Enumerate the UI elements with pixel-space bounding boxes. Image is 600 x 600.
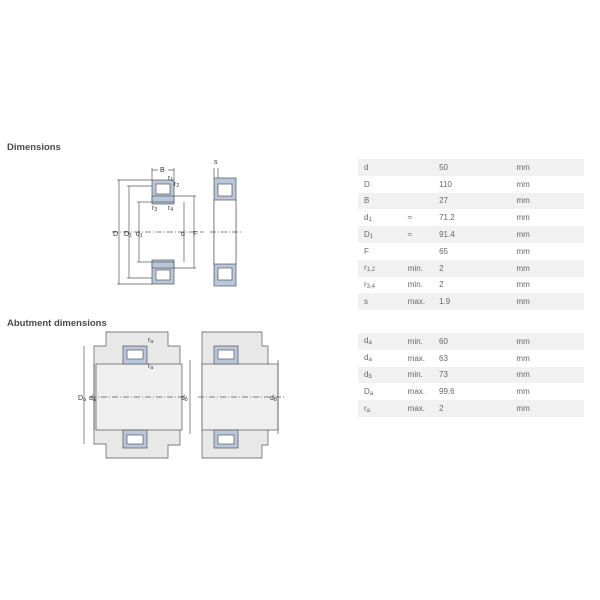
unit-cell: mm bbox=[516, 370, 530, 380]
qualifier-cell: min. bbox=[407, 370, 423, 380]
qualifier-cell: max. bbox=[407, 297, 426, 307]
label-db: db bbox=[181, 395, 188, 403]
dimensions-heading: Dimensions bbox=[7, 142, 61, 153]
value-cell: 1.9 bbox=[439, 297, 451, 307]
symbol-cell: $d_a$ bbox=[364, 353, 372, 364]
value-cell: 99.6 bbox=[439, 387, 455, 397]
qualifier-cell: max. bbox=[407, 387, 425, 397]
symbol-cell: D bbox=[364, 179, 370, 189]
unit-cell: mm bbox=[516, 336, 530, 346]
abutment-heading: Abutment dimensions bbox=[7, 318, 107, 329]
unit-cell: mm bbox=[516, 404, 530, 414]
unit-cell: mm bbox=[516, 162, 530, 172]
value-cell: 91.4 bbox=[439, 230, 455, 240]
label-da: da bbox=[89, 395, 96, 403]
symbol-cell: $d_b$ bbox=[364, 369, 372, 380]
qualifier-cell: min. bbox=[407, 336, 423, 346]
qualifier-cell: max. bbox=[407, 353, 425, 363]
qualifier-cell: ≈ bbox=[407, 213, 413, 223]
value-cell: 27 bbox=[439, 196, 448, 206]
value-cell: 60 bbox=[439, 336, 448, 346]
unit-cell: mm bbox=[516, 213, 530, 223]
symbol-cell: $r_{1,2}$ bbox=[364, 263, 376, 274]
symbol-cell: $D_a$ bbox=[364, 386, 374, 397]
unit-cell: mm bbox=[516, 297, 530, 307]
symbol-cell: d bbox=[364, 162, 369, 172]
qualifier-cell: min. bbox=[407, 280, 423, 290]
label-d1: d1 bbox=[136, 231, 143, 239]
value-cell: 2 bbox=[439, 263, 444, 273]
label-Da: Da bbox=[78, 395, 86, 403]
symbol-cell: B bbox=[364, 196, 370, 206]
unit-cell: mm bbox=[516, 196, 530, 206]
unit-cell: mm bbox=[516, 280, 530, 290]
symbol-cell: $D_1$ bbox=[364, 229, 374, 240]
label-r1: r1 bbox=[168, 175, 174, 183]
value-cell: 73 bbox=[439, 370, 448, 380]
label-s: s bbox=[214, 159, 218, 166]
label-r4: r4 bbox=[168, 205, 174, 213]
qualifier-cell: min. bbox=[407, 263, 423, 273]
label-D: D bbox=[113, 231, 119, 238]
symbol-cell: $r_{3,4}$ bbox=[364, 279, 376, 290]
label-ra-mid: ra bbox=[148, 363, 154, 371]
symbol-cell: $d_a$ bbox=[364, 336, 372, 347]
label-db-right: db bbox=[270, 395, 277, 403]
value-cell: 110 bbox=[439, 179, 452, 189]
unit-cell: mm bbox=[516, 246, 530, 256]
label-r3: r3 bbox=[152, 205, 158, 213]
qualifier-cell: max. bbox=[407, 404, 425, 414]
unit-cell: mm bbox=[516, 179, 530, 189]
symbol-cell: F bbox=[364, 246, 369, 256]
value-cell: 71.2 bbox=[439, 213, 455, 223]
label-r2: r2 bbox=[174, 181, 180, 189]
label-D1: D1 bbox=[124, 231, 132, 239]
label-B: B bbox=[160, 167, 165, 174]
label-ra-top: ra bbox=[148, 337, 154, 345]
value-cell: 63 bbox=[439, 353, 448, 363]
value-cell: 2 bbox=[439, 404, 444, 414]
symbol-cell: s bbox=[364, 297, 368, 307]
value-cell: 50 bbox=[439, 162, 448, 172]
qualifier-cell: ≈ bbox=[407, 230, 413, 240]
unit-cell: mm bbox=[516, 263, 530, 273]
symbol-cell: $d_1$ bbox=[364, 212, 372, 223]
value-cell: 2 bbox=[439, 280, 444, 290]
unit-cell: mm bbox=[516, 230, 530, 240]
label-F: F bbox=[193, 231, 198, 238]
label-d: d bbox=[181, 231, 185, 238]
unit-cell: mm bbox=[516, 387, 530, 397]
unit-cell: mm bbox=[516, 353, 530, 363]
value-cell: 65 bbox=[439, 246, 448, 256]
symbol-cell: $r_a$ bbox=[364, 403, 371, 414]
